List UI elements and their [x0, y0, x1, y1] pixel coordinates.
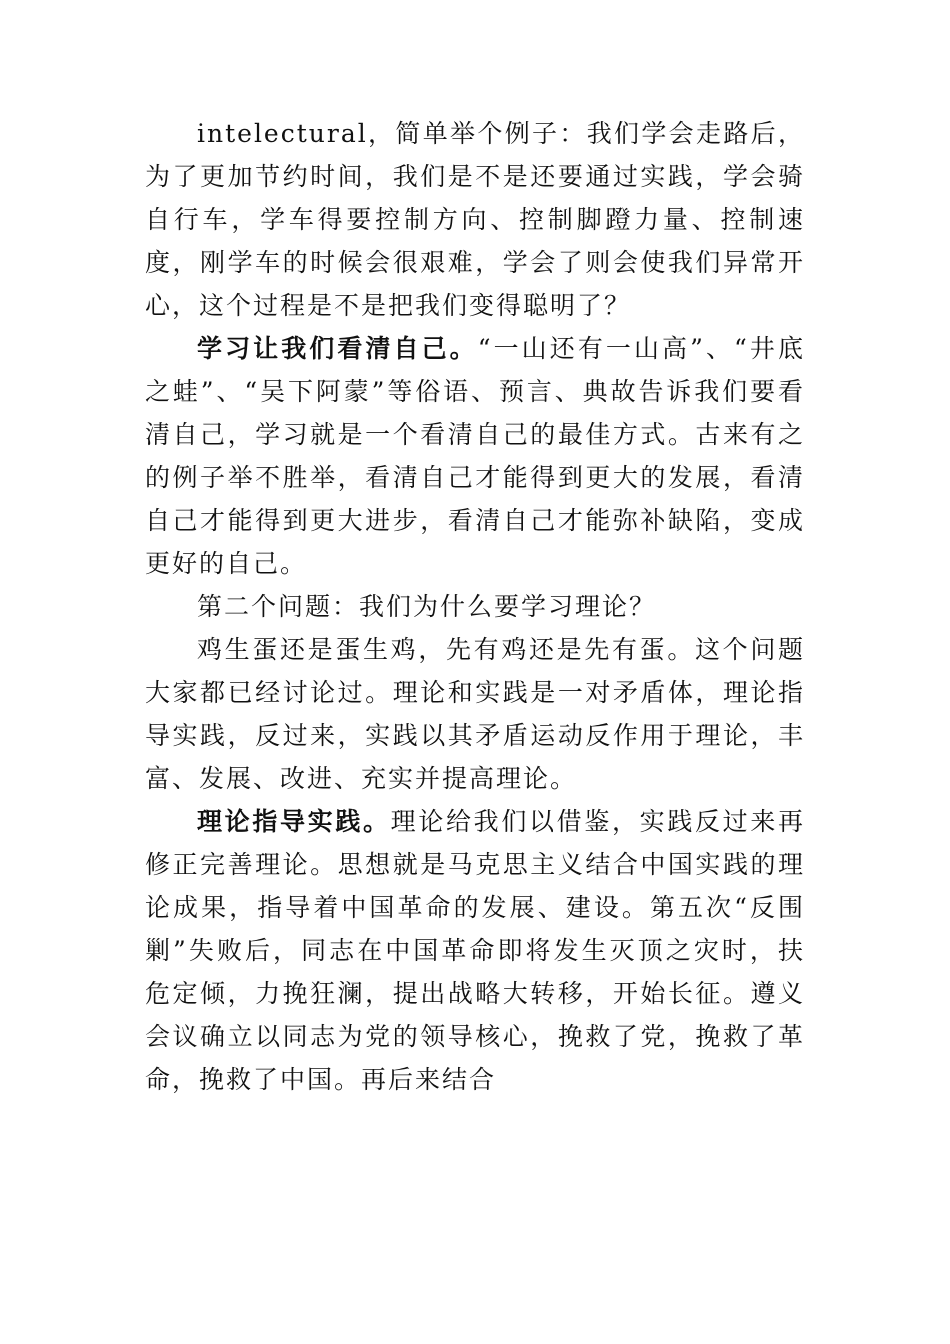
- paragraph-question-two: [145, 585, 805, 628]
- paragraph-heading-know-yourself: 学习让我们看清自己。: [197, 334, 478, 363]
- paragraph-text: 鸡生蛋还是蛋生鸡，先有鸡还是先有蛋。这个问题大家都已经讨论过。理论和实践是一对矛盾体，理论指导实践，反过来，实践以其矛盾运动反作用于理论，丰富、发展、改进、充实并提高理论。: [145, 635, 805, 793]
- paragraph-heading-theory-guides-practice: 理论指导实践。: [197, 807, 391, 836]
- paragraph-text: 理论给我们以借鉴，实践反过来再修正完善理论。思想就是马克思主义结合中国实践的理论成果，指导着中国革命的发展、建设。第五次“反围剿”失败后，同志在中国革命即将发生灭顶之灾时，扶危定倾，力挽狂澜，提出战略大转移，开始长征。遵义会议确立以同志为党的领导核心，挽救了党，挽救了革命，挽救了中国。再后来结合: [145, 807, 805, 1094]
- paragraph-know-yourself: [145, 327, 805, 585]
- paragraph-example-bicycle: [145, 112, 805, 327]
- paragraph-text: 第二个问题：我们为什么要学习理论？: [197, 592, 657, 621]
- document-body: [145, 112, 805, 1101]
- paragraph-text: “一山还有一山高”、“井底之蛙”、“吴下阿蒙”等俗语、预言、典故告诉我们要看清自己，学习就是一个看清自己的最佳方式。古来有之的例子举不胜举，看清自己才能得到更大的发展，看清自己才能得到更大进步，看清自己才能弥补缺陷，变成更好的自己。: [145, 334, 805, 578]
- paragraph-chicken-egg: [145, 628, 805, 800]
- paragraph-theory-guides-practice: [145, 800, 805, 1101]
- paragraph-text: intelectural，简单举个例子：我们学会走路后，为了更加节约时间，我们是不是还要通过实践，学会骑自行车，学车得要控制方向、控制脚蹬力量、控制速度，刚学车的时候会很艰难，学会了则会使我们异常开心，这个过程是不是把我们变得聪明了？: [145, 119, 805, 320]
